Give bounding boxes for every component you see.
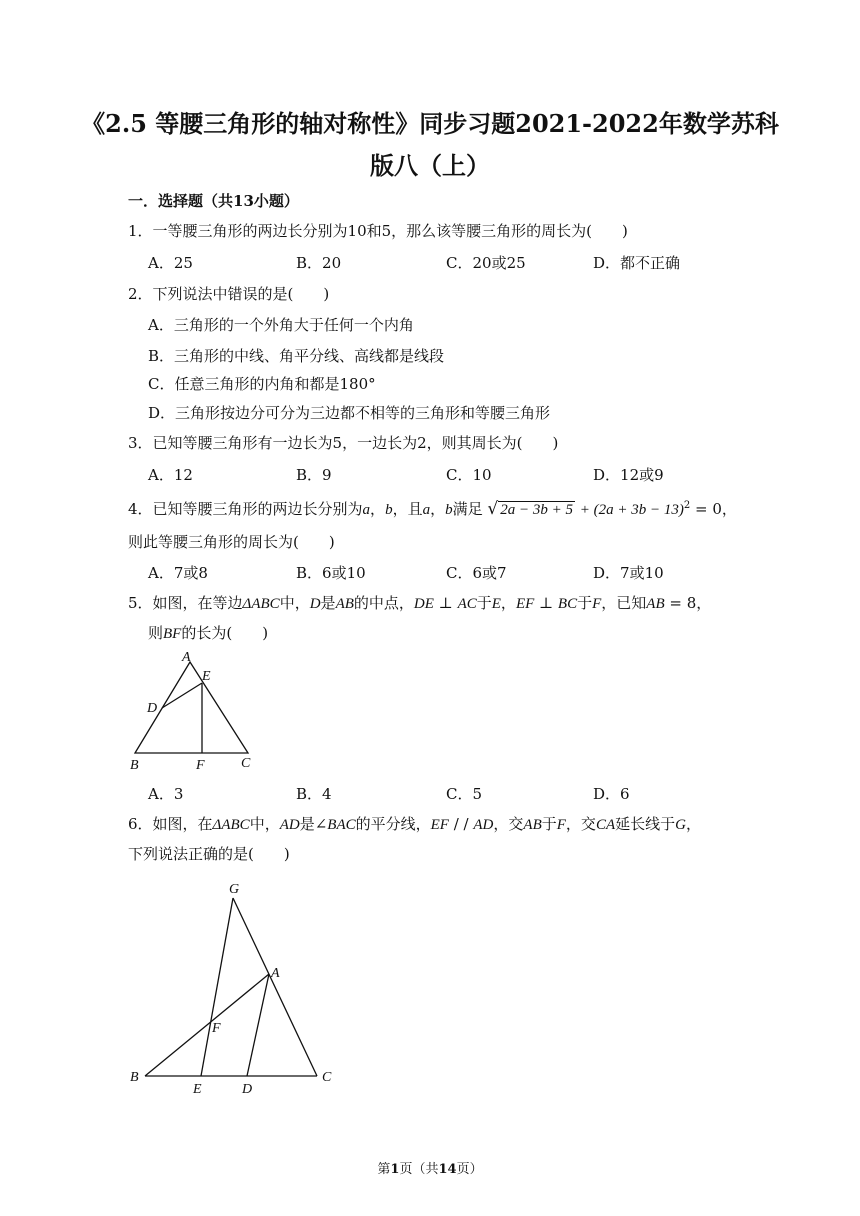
- q5-var-e: E: [491, 596, 501, 612]
- q5-text-3: 是: [320, 594, 336, 612]
- q5-text-5: 于: [476, 594, 492, 612]
- q6-parallel: / /: [448, 815, 474, 833]
- sqrt-symbol: √: [487, 499, 499, 519]
- q4-stem-line2: 则此等腰三角形的周长为( ): [128, 533, 335, 551]
- q4-choice-d: D．7或10: [593, 564, 664, 582]
- q3-choice-c: C．10: [446, 466, 492, 484]
- q3-choice-a: A．12: [148, 466, 193, 484]
- q5-stem-line2: [148, 622, 268, 643]
- q5-text-8: 则: [148, 624, 164, 642]
- q5-label-f: F: [196, 758, 205, 773]
- q6-var-ca: CA: [595, 817, 616, 833]
- q6-var-ef: EF: [430, 817, 449, 833]
- q6-label-b: B: [130, 1070, 139, 1085]
- q6-text-2: 中，: [249, 815, 280, 833]
- q6-stem: [128, 813, 701, 834]
- q3-choice-b: B．9: [296, 466, 332, 484]
- footer-page-number: 1: [390, 1162, 400, 1177]
- q3-stem: 3．已知等腰三角形有一边长为5，一边长为2，则其周长为( ): [128, 434, 559, 452]
- q6-var-ad: AD: [279, 817, 300, 833]
- q5-perp-1: ⊥: [433, 594, 458, 612]
- footer-total-pages: 14: [438, 1162, 457, 1177]
- q6-triangle: ΔABC: [212, 817, 250, 833]
- q5-var-bc: BC: [557, 596, 578, 612]
- q5-var-bf: BF: [163, 626, 182, 642]
- footer-mid: 页（共: [399, 1162, 439, 1177]
- q6-label-f: F: [212, 1021, 221, 1036]
- q6-label-a: A: [271, 966, 280, 981]
- q6-var-ab: AB: [523, 817, 542, 833]
- q6-var-f: F: [556, 817, 566, 833]
- page-footer: [0, 1158, 860, 1177]
- q5-var-f: F: [592, 596, 602, 612]
- q2-choice-c: C．任意三角形的内角和都是180°: [148, 375, 376, 393]
- q6-figure: [120, 875, 350, 1095]
- q6-label-e: E: [193, 1082, 202, 1095]
- q4-choice-a: A．7或8: [148, 564, 208, 582]
- q6-text-8: 延长线于: [615, 815, 676, 833]
- q1-stem: 1．一等腰三角形的两边长分别为10和5，那么该等腰三角形的周长为( ): [128, 222, 628, 240]
- q6-text-7: ，交: [565, 815, 596, 833]
- q4-exponent: 2: [683, 500, 691, 511]
- q5-label-c: C: [241, 756, 251, 771]
- q5-eq-8: = 8，: [664, 594, 712, 612]
- q5-perp-2: ⊥: [534, 594, 558, 612]
- q4-text-pre: 4．已知等腰三角形的两边长分别为: [128, 500, 363, 518]
- q5-label-b: B: [130, 758, 139, 773]
- q5-label-d: D: [147, 701, 158, 716]
- q5-text-4: 的中点，: [353, 594, 414, 612]
- q1-choice-a: A．25: [148, 254, 193, 272]
- sqrt-radicand: 2a − 3b + 5: [500, 502, 573, 518]
- q2-choice-a: A．三角形的一个外角大于任何一个内角: [148, 316, 414, 334]
- q2-choice-d: D．三角形按边分可分为三边都不相等的三角形和等腰三角形: [148, 404, 551, 422]
- q6-label-c: C: [322, 1070, 332, 1085]
- var-b: b: [385, 502, 393, 518]
- q5-var-de: DE: [413, 596, 434, 612]
- section-heading: 一．选择题（共13小题）: [128, 192, 299, 210]
- q6-label-d: D: [242, 1082, 253, 1095]
- q4-choice-c: C．6或7: [446, 564, 507, 582]
- footer-pre: 第: [377, 1162, 391, 1177]
- q5-var-ab: AB: [335, 596, 354, 612]
- q6-segment-ge: [201, 898, 233, 1076]
- q2-stem: 2．下列说法中错误的是( ): [128, 285, 330, 303]
- q6-stem-line2: 下列说法正确的是( ): [128, 845, 290, 863]
- q5-choice-a: A．3: [148, 785, 184, 803]
- q4-tail: 满足: [452, 500, 483, 518]
- q6-text-3: 是: [299, 815, 315, 833]
- var-a: a: [362, 502, 371, 518]
- q6-text-9: ，: [685, 815, 701, 833]
- q1-choice-d: D．都不正确: [593, 254, 681, 272]
- q4-choice-b: B．6或10: [296, 564, 366, 582]
- document-title-line1: 《2.5 等腰三角形的轴对称性》同步习题2021-2022年数学苏科: [81, 109, 779, 138]
- q5-label-e: E: [202, 669, 211, 684]
- q5-stem: [128, 592, 711, 613]
- q6-angle: ∠BAC: [314, 817, 356, 833]
- q5-var-d: D: [309, 596, 321, 612]
- q1-choice-c: C．20或25: [446, 254, 526, 272]
- q5-var-ef: EF: [515, 596, 535, 612]
- q2-choice-b: B．三角形的中线、角平分线、高线都是线段: [148, 347, 445, 365]
- q6-text-4: 的平分线，: [355, 815, 431, 833]
- q5-triangle: ΔABC: [242, 596, 280, 612]
- q6-text-1: 6．如图，在: [128, 815, 213, 833]
- q6-segment-gc: [233, 898, 317, 1076]
- q6-label-g: G: [229, 882, 240, 897]
- q5-text-2: 中，: [279, 594, 310, 612]
- q5-choice-b: B．4: [296, 785, 332, 803]
- q5-var-ac: AC: [457, 596, 477, 612]
- var-a-2: a: [422, 502, 431, 518]
- q5-segment-de: [162, 683, 202, 708]
- q4-expression: + (2a + 3b − 13): [579, 502, 684, 518]
- q5-text-6: ，: [500, 594, 516, 612]
- q6-var-ad-2: AD: [473, 817, 494, 833]
- q4-stem: [128, 498, 737, 519]
- q4-comma: ，: [370, 500, 386, 518]
- q4-equals: = 0，: [695, 500, 737, 518]
- document-title-line2: 版八（上）: [370, 151, 490, 180]
- q6-text-6: 于: [541, 815, 557, 833]
- q4-comma-2: ，: [430, 500, 446, 518]
- q5-var-ab-2: AB: [646, 596, 665, 612]
- footer-post: 页）: [456, 1162, 483, 1177]
- q5-text-1: 5．如图，在等边: [128, 594, 243, 612]
- q6-var-g: G: [675, 817, 686, 833]
- q3-choice-d: D．12或9: [593, 466, 664, 484]
- q5-figure: [120, 645, 270, 775]
- q5-text-7: ，已知: [601, 594, 647, 612]
- q6-text-5: ，交: [493, 815, 524, 833]
- q5-text-5b: 于: [577, 594, 593, 612]
- q4-mid: ，且: [392, 500, 423, 518]
- q1-choice-b: B．20: [296, 254, 342, 272]
- q5-choice-c: C．5: [446, 785, 483, 803]
- q5-text-9: 的长为( ): [181, 624, 269, 642]
- q5-choice-d: D．6: [593, 785, 630, 803]
- q5-label-a: A: [182, 650, 191, 665]
- var-b-2: b: [445, 502, 453, 518]
